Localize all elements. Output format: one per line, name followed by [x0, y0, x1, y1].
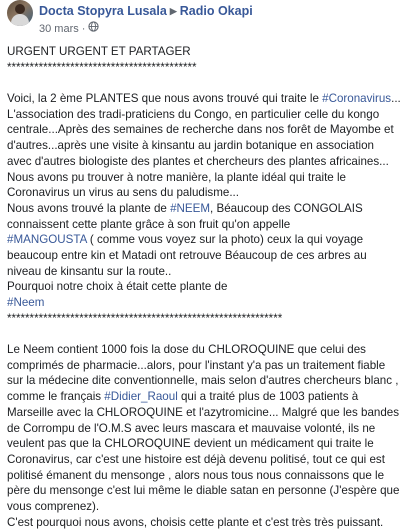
post-body [7, 44, 409, 530]
post-text-line: URGENT URGENT ET PARTAGER [7, 45, 191, 58]
paragraph-spacer [7, 75, 409, 91]
avatar-torso-shape [11, 14, 29, 26]
hashtag-neem-link[interactable]: #NEEM [170, 201, 211, 215]
post-text-line: beaucoup entre kin et Matadi ont retrouve Béaucoup de ces arbres au [7, 248, 367, 262]
post-text-line: comprimés de pharmacie...alors, pour l'instant y'a pas un traitement fiable [7, 358, 386, 372]
divider-line: ************************************************************* [7, 311, 283, 325]
hashtag-neem-link-2[interactable]: #Neem [7, 296, 45, 309]
post-text-line [7, 201, 409, 217]
hashtag-didier-raoul-link[interactable]: #Didier_Raoul [104, 390, 178, 404]
post-text-line [7, 295, 409, 311]
post-meta [39, 22, 99, 36]
post-text-line: Coronavirus, car c'est une histoire est déjà devenu politisé, tout ce qui est [7, 452, 385, 466]
post-text-line: niveau de kinsantu sur la route.. [7, 264, 172, 278]
hashtag-mangousta-link[interactable]: #MANGOUSTA [7, 233, 87, 247]
post-date-link[interactable]: 30 mars [39, 22, 79, 35]
post-text-line: vous comprenez). [7, 499, 100, 513]
post-text-line [7, 91, 409, 107]
post-text-line: Le Neem contient 1000 fois la dose du CHLOROQUINE que celui des [7, 343, 366, 357]
author-avatar[interactable] [7, 0, 33, 26]
divider-line: ****************************************** [7, 60, 197, 74]
post-text-line: L'association des tradi-praticiens du Congo, en particulier celle du kongo [7, 107, 380, 121]
post-header [7, 0, 409, 44]
post-text-line: de Corrompu de l'O.M.S avec leurs mascara et mauvaise volonté, ils ne [7, 421, 376, 435]
paragraph-spacer [7, 326, 409, 342]
post-text-line: père du mensonge c'est lui même le diable satan en personne (J'espère que [7, 484, 400, 498]
post-text-line: sur la médecine dite conventionnelle, mais selon d'autres chercheurs blanc , [7, 374, 399, 388]
text-segment: Nous avons trouvé la plante de [7, 201, 171, 215]
author-line [39, 4, 253, 18]
page-name-link[interactable]: Radio Okapi [179, 4, 253, 18]
post-text-line: centrale...Après des semaines de recherche dans nos forêt de Mayombe et [7, 123, 394, 137]
post-text-line: d'autres...après une visite à kinsantu au jardin botanique en association [7, 139, 375, 153]
globe-icon[interactable] [88, 21, 99, 35]
post-text-line [7, 389, 409, 405]
post-text-line: C'est pourquoi nous avons, choisis cette plante et c'est très très puissant. [7, 515, 384, 529]
text-segment: ... [391, 92, 401, 106]
post-text-line: Coronavirus un virus au sens du paludisme... [7, 186, 239, 200]
post-text-line [7, 232, 409, 248]
post-text-line: veulent pas que la CHLOROQUINE devient un médicament qui traite le [7, 437, 374, 451]
avatar-head-shape [15, 4, 25, 14]
hashtag-coronavirus-link[interactable]: #Coronavirus [322, 92, 392, 106]
text-segment: ( comme vous voyez sur la photo) ceux la qui voyage [86, 233, 364, 247]
caret-right-icon: ▶ [169, 6, 177, 16]
text-segment: comme le français [7, 390, 105, 404]
text-segment: Voici, la 2 ème PLANTES que nous avons trouvé qui traite le [7, 92, 323, 106]
post-text-line: avec d'autres biologiste des plantes et chercheurs des plantes africaines... [7, 154, 389, 168]
post-text-line: politisé émanent du mensonge , alors nous tous nous connaissons que le [7, 468, 385, 482]
meta-separator: · [81, 22, 86, 35]
text-segment: , Béaucoup des CONGOLAIS [210, 201, 363, 215]
post-text-line: Marseille avec la CHLOROQUINE et l'azytromicine... Malgré que les bandes [7, 405, 400, 419]
post-text-line: connaissent cette plante grâce à son fruit qu'on appelle [7, 217, 291, 231]
post-text-line: Nous avons pu trouver à notre manière, la plante idéal qui traite le [7, 170, 346, 184]
author-name-link[interactable]: Docta Stopyra Lusala [39, 4, 167, 18]
text-segment: qui a traité plus de 1003 patients à [177, 390, 359, 404]
post-text-line: Pourquoi notre choix à était cette plante de [7, 280, 228, 294]
